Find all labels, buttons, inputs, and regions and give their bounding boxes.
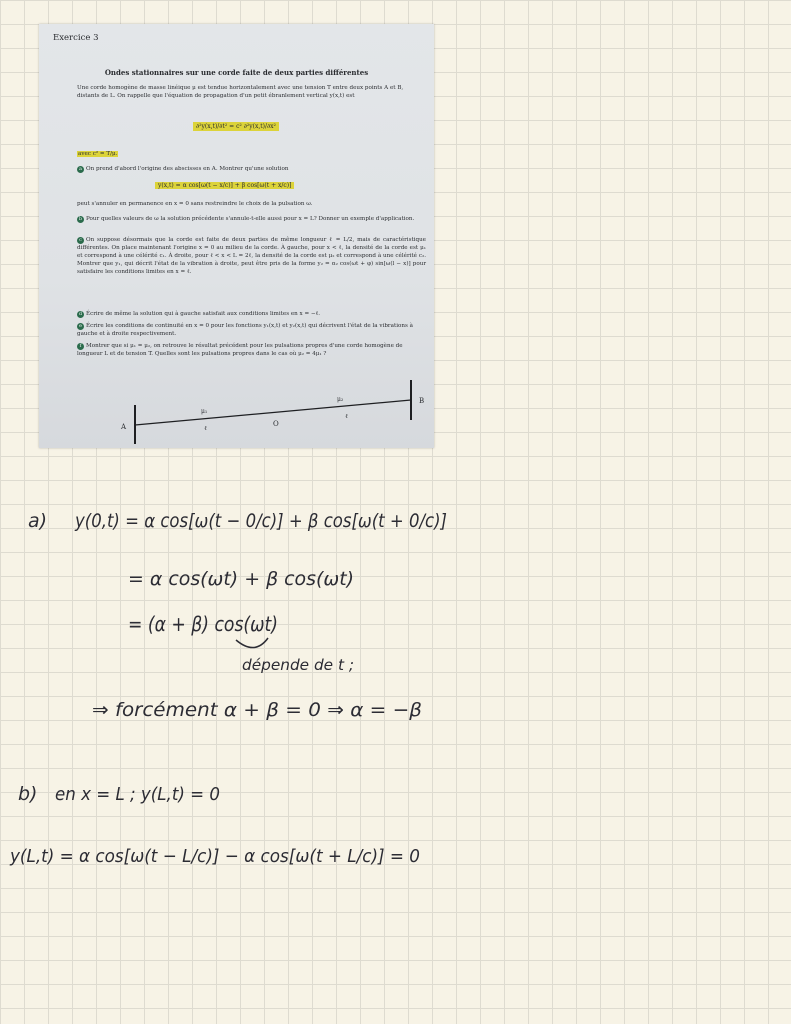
question-c-text: On suppose désormais que la corde est faite de deux parties de même longueur ℓ = L/2, mais de caractéristique différentes. On place maintenant l'origine x = 0 au milieu de la corde. À gauche, pour x < ℓ, la densité de la corde est μ₁ et correspond à une célérité c₁. À droite, pour ℓ < x < L = 2ℓ, la densité de la corde est μ₂ et correspond à une célérité c₂. Montrer que y₁, qui décrit l'état de la vibration à droite, peut être pris de la forme y₂ = α₂ cos(ωt + φ) sin[ω(l − x)] pour satisfaire les conditions limites en x = ℓ.: [77, 237, 426, 275]
avec-text: avec c² = T/μ.: [78, 151, 118, 157]
badge-a: a: [77, 166, 84, 173]
label-mu1: μ₁: [201, 408, 208, 415]
note-a-line2: = α cos(ωt) + β cos(ωt): [128, 568, 354, 590]
question-b-text: Pour quelles valeurs de ω la solution précédente s'annule-t-elle aussi pour x = L? Donner un exemple d'application.: [86, 216, 415, 222]
label-B: B: [419, 397, 425, 405]
note-b-label: b): [18, 783, 38, 805]
question-d-text: Écrire de même la solution qui à gauche satisfait aux conditions limites en x = −ℓ.: [86, 311, 321, 317]
question-f-text: Montrer que si μ₁ = μ₂, on retrouve le résultat précédent pour les pulsations propres d'une corde homogène de longueur L et de tension T. Quelles sont les pulsations propres dans le cas où μ₂ = 4μ₁ ?: [77, 343, 403, 357]
note-underline-curve: [236, 638, 268, 648]
badge-f: f: [77, 343, 84, 350]
note-a-line1: y(0,t) = α cos[ω(t − 0/c)] + β cos[ω(t + 0/c)]: [74, 510, 447, 532]
question-a-cont: peut s'annuler en permanence en x = 0 sans restreindre le choix de la pulsation ω.: [77, 201, 313, 207]
label-O: O: [273, 420, 279, 428]
note-a-label: a): [28, 510, 48, 532]
note-a-comment: dépende de t ;: [242, 656, 354, 674]
label-l2: ℓ: [345, 413, 348, 420]
badge-e: e: [77, 323, 84, 330]
note-b-line2: y(L,t) = α cos[ω(t − L/c)] − α cos[ω(t + L/c)] = 0: [9, 846, 420, 867]
label-mu2: μ₂: [337, 396, 344, 403]
question-e-text: Écrire les conditions de continuité en x = 0 pour les fonctions y₁(x,t) et y₂(x,t) qui décrivent l'état de la vibrations à gauche et à droite respectivement.: [77, 323, 413, 337]
badge-d: d: [78, 311, 83, 317]
label-l1: ℓ: [204, 425, 207, 432]
solution-equation: y(x,t) = α cos[ω(t − x/c)] + β cos[ω(t + x/c)]: [155, 182, 294, 189]
exercise-title: Ondes stationnaires sur une corde faite de deux parties différentes: [104, 68, 369, 77]
note-a-line3: = (α + β) cos(ωt): [128, 612, 278, 636]
exercise-label: Exercice 3: [53, 33, 99, 43]
question-a-text: On prend d'abord l'origine des abscisses en A. Montrer qu'une solution: [86, 166, 289, 172]
badge-c: c: [77, 237, 84, 244]
wave-equation: ∂²y(x,t)/∂t² = c² ∂²y(x,t)/∂x²: [193, 122, 279, 131]
label-A: A: [121, 423, 127, 431]
badge-b: b: [78, 216, 83, 222]
intro-text: Une corde homogène de masse linéique μ est tendue horizontalement avec une tension T entre deux points A et B, distants de L. On rappelle que l'équation de propagation d'un petit ébranlement vertical y(x,t) est: [77, 85, 404, 99]
note-b-line1: en x = L ; y(L,t) = 0: [55, 784, 220, 805]
note-a-line4: ⇒ forcément α + β = 0 ⇒ α = −β: [92, 699, 422, 721]
